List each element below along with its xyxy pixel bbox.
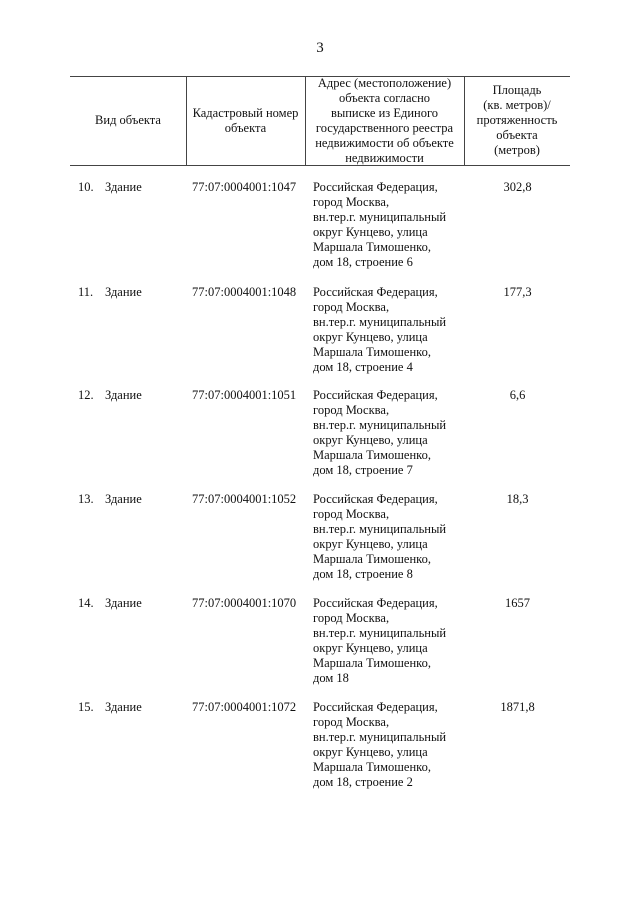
- row-address: Российская Федерация, город Москва, вн.тер.г. муниципальный округ Кунцево, улица Маршала Тимошенко, дом 18, строение 6: [313, 180, 447, 269]
- header-address: [305, 76, 464, 165]
- row-area: 302,8: [503, 180, 532, 194]
- header-area: [464, 76, 570, 165]
- row-cadastral: 77:07:0004001:1052: [192, 492, 297, 506]
- row-cadastral: 77:07:0004001:1047: [192, 180, 297, 194]
- row-address: Российская Федерация, город Москва, вн.тер.г. муниципальный округ Кунцево, улица Маршала Тимошенко, дом 18, строение 2: [313, 700, 447, 789]
- row-cadastral: 77:07:0004001:1048: [192, 285, 297, 299]
- row-number: 13.: [78, 492, 94, 506]
- row-type: Здание: [105, 285, 142, 299]
- row-type: Здание: [105, 180, 142, 194]
- page-number: 3: [316, 40, 324, 56]
- row-number: 10.: [78, 180, 94, 194]
- row-address: Российская Федерация, город Москва, вн.тер.г. муниципальный округ Кунцево, улица Маршала Тимошенко, дом 18: [313, 596, 447, 685]
- header-type: [70, 76, 186, 165]
- header-cadastral-label: Кадастровый номер объекта: [192, 105, 299, 135]
- row-cadastral: 77:07:0004001:1051: [192, 388, 297, 402]
- row-area: 1657: [505, 596, 530, 610]
- table-header-rule: [70, 165, 570, 166]
- header-type-label: Вид объекта: [95, 113, 161, 127]
- row-number: 14.: [78, 596, 94, 610]
- header-cadastral: [186, 76, 305, 165]
- row-number: 12.: [78, 388, 94, 402]
- row-number: 15.: [78, 700, 94, 714]
- row-type: Здание: [105, 388, 142, 402]
- row-area: 1871,8: [500, 700, 535, 714]
- row-type: Здание: [105, 596, 142, 610]
- row-cadastral: 77:07:0004001:1070: [192, 596, 297, 610]
- row-cadastral: 77:07:0004001:1072: [192, 700, 297, 714]
- row-address: Российская Федерация, город Москва, вн.тер.г. муниципальный округ Кунцево, улица Маршала Тимошенко, дом 18, строение 7: [313, 388, 447, 477]
- row-area: 177,3: [503, 285, 532, 299]
- row-type: Здание: [105, 492, 142, 506]
- row-number: 11.: [78, 285, 94, 299]
- row-address: Российская Федерация, город Москва, вн.тер.г. муниципальный округ Кунцево, улица Маршала Тимошенко, дом 18, строение 8: [313, 492, 447, 581]
- row-type: Здание: [105, 700, 142, 714]
- row-address: Российская Федерация, город Москва, вн.тер.г. муниципальный округ Кунцево, улица Маршала Тимошенко, дом 18, строение 4: [313, 285, 447, 374]
- header-address-label: Адрес (местоположение) объекта согласно выписке из Единого государственного реестра недвижимости об объекте недвижимости: [315, 75, 454, 165]
- row-area: 6,6: [509, 388, 526, 402]
- row-area: 18,3: [506, 492, 529, 506]
- header-area-label: Площадь (кв. метров)/ протяженность объекта (метров): [476, 83, 558, 157]
